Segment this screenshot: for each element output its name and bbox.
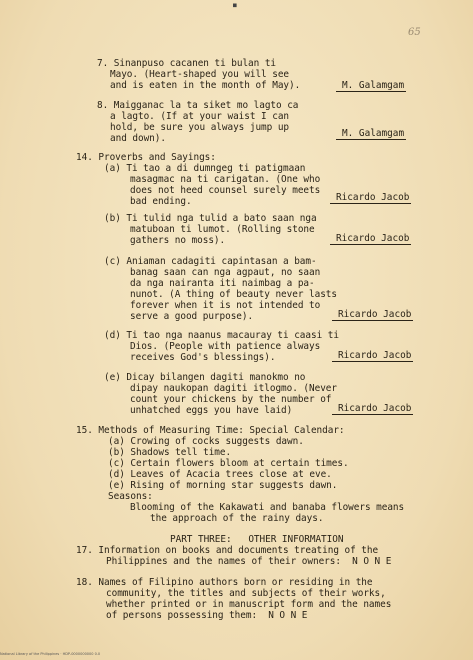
text-line: community, the titles and subjects of their works,	[106, 588, 386, 599]
text-line: matuboan ti lumot. (Rolling stone	[130, 224, 315, 235]
text-line: serve a good purpose).	[130, 311, 254, 322]
text-line: a lagto. (If at your waist I can	[110, 111, 290, 122]
text-line: (b) Shadows tell time.	[108, 447, 232, 458]
part-heading: PART THREE: OTHER INFORMATION	[170, 534, 344, 545]
text-line: 7. Sinanpuso cacanen ti bulan ti	[97, 58, 277, 69]
text-line: Seasons:	[108, 491, 153, 502]
text-line: bad ending.	[130, 196, 192, 207]
text-line: and down).	[110, 133, 166, 144]
text-line: (a) Ti tao a di dumngeg ti patigmaan	[104, 163, 306, 174]
text-line: 8. Maigganac la ta siket mo lagto ca	[97, 100, 299, 111]
signature: M. Galamgam	[336, 128, 406, 140]
text-line: (e) Rising of morning star suggests dawn.	[108, 480, 338, 491]
text-line: Dios. (People with patience always	[130, 341, 321, 352]
text-line: Philippines and the names of their owners: N O N E	[106, 556, 392, 567]
text-line: gathers no moss).	[130, 235, 226, 246]
text-line: dipay naukopan dagiti itlogmo. (Never	[130, 383, 337, 394]
text-line: (e) Dicay bilangen dagiti manokmo no	[104, 372, 306, 383]
archive-footer: National Library of the Philippines · HDP-0000000000 0.0	[0, 652, 101, 656]
signature: Ricardo Jacob	[330, 233, 411, 245]
page-number: 65	[408, 27, 421, 38]
text-line: Blooming of the Kakawati and banaba flowers means	[130, 502, 405, 513]
top-mark: ■	[233, 2, 237, 9]
text-line: banag saan can nga agpaut, no saan	[130, 267, 321, 278]
text-line: forever when it is not intended to	[130, 300, 321, 311]
text-line: nunot. (A thing of beauty never lasts	[130, 289, 337, 300]
text-line: Mayo. (Heart-shaped you will see	[110, 69, 290, 80]
text-line: (d) Ti tao nga naanus macauray ti caasi ti	[104, 330, 339, 341]
text-line: hold, be sure you always jump up	[110, 122, 290, 133]
section-heading: 14. Proverbs and Sayings:	[76, 152, 216, 163]
section-heading: 15. Methods of Measuring Time: Special Calendar:	[76, 425, 345, 436]
text-line: (d) Leaves of Acacia trees close at eve.	[108, 469, 332, 480]
signature: Ricardo Jacob	[332, 403, 413, 415]
text-line: (b) Ti tulid nga tulid a bato saan nga	[104, 213, 317, 224]
signature: Ricardo Jacob	[332, 350, 413, 362]
section-heading: 17. Information on books and documents treating of the	[76, 545, 379, 556]
signature: Ricardo Jacob	[332, 309, 413, 321]
signature: M. Galamgam	[336, 80, 406, 92]
text-line: whether printed or in manuscript form and the names	[106, 599, 392, 610]
text-line: unhatched eggs you have laid)	[130, 405, 293, 416]
text-line: and is eaten in the month of May).	[110, 80, 301, 91]
section-heading: 18. Names of Filipino authors born or residing in the	[76, 577, 373, 588]
text-line: (c) Certain flowers bloom at certain times.	[108, 458, 349, 469]
text-line: masagmac na ti carigatan. (One who	[130, 174, 321, 185]
text-line: count your chickens by the number of	[130, 394, 332, 405]
text-line: (c) Aniaman cadagiti capintasan a bam-	[104, 256, 317, 267]
text-line: the approach of the rainy days.	[150, 513, 324, 524]
signature: Ricardo Jacob	[330, 192, 411, 204]
text-line: da nga nairanta iti naimbag a pa-	[130, 278, 315, 289]
text-line: does not heed counsel surely meets	[130, 185, 321, 196]
text-line: (a) Crowing of cocks suggests dawn.	[108, 436, 304, 447]
text-line: receives God's blessings).	[130, 352, 276, 363]
text-line: of persons possessing them: N O N E	[106, 610, 308, 621]
